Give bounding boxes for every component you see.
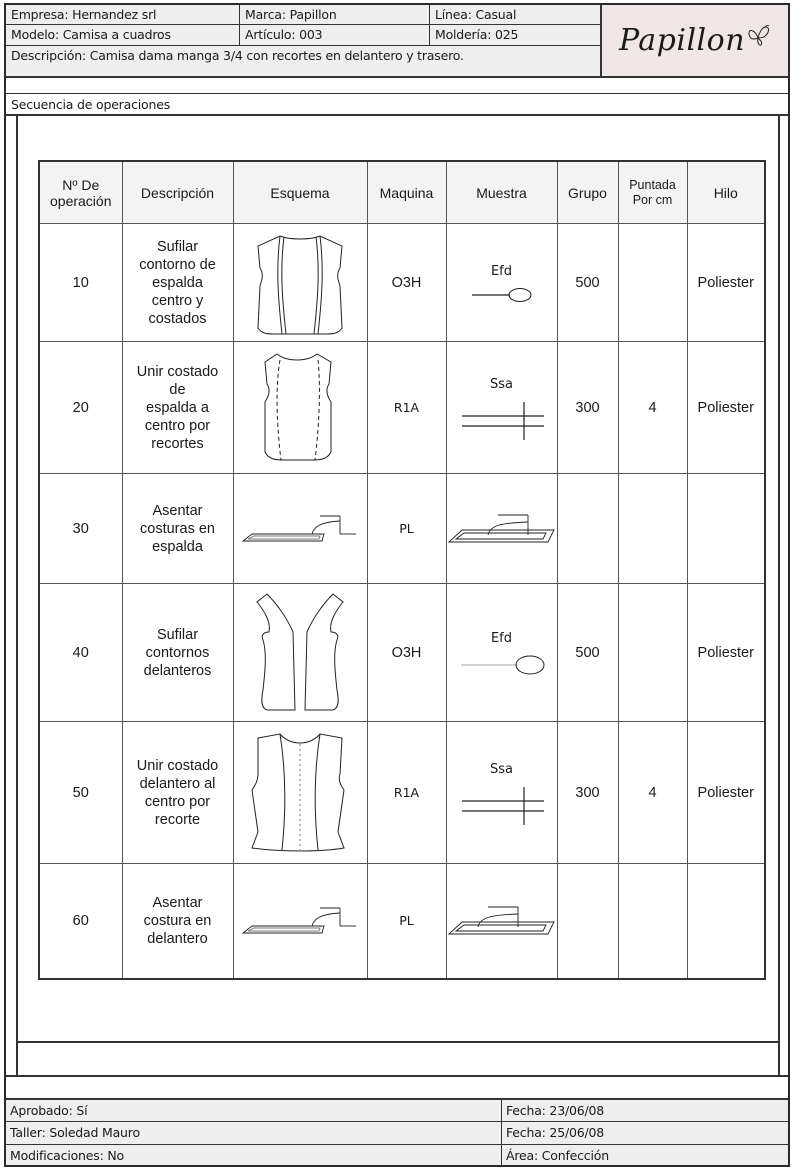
- op-number: 30: [39, 474, 122, 584]
- fecha-aprobacion-field: Fecha: 23/06/08: [502, 1100, 788, 1122]
- op-description: Asentar costuras en espalda: [122, 474, 233, 584]
- back-pieces-sketch-icon: [250, 228, 350, 338]
- op-sketch: [233, 722, 367, 864]
- col-header-muestra: Muestra: [446, 161, 557, 224]
- op-description: Sufilar contorno de espalda centro y costados: [122, 224, 233, 342]
- group-value: 300: [557, 722, 618, 864]
- front-pieces-sketch-icon: [255, 592, 345, 714]
- modificaciones-field: Modificaciones: No: [6, 1145, 502, 1165]
- thread-type: Poliester: [687, 342, 765, 474]
- group-value: 300: [557, 342, 618, 474]
- op-description: Unir costado delantero al centro por recorte: [122, 722, 233, 864]
- empresa-field: Empresa: Hernandez srl: [6, 5, 240, 25]
- machine-code: PL: [367, 864, 446, 979]
- machine-code: R1A: [367, 722, 446, 864]
- stitch-type-label: Ssa: [490, 761, 513, 777]
- taller-field: Taller: Soledad Mauro: [6, 1122, 502, 1145]
- molderia-field: Moldería: 025: [430, 25, 601, 46]
- seam-stitch-icon: [460, 785, 544, 825]
- stitches-per-cm: [618, 584, 687, 722]
- table-row: [39, 342, 765, 474]
- stitch-type-label: Efd: [490, 263, 513, 279]
- stitch-sample: [446, 864, 557, 979]
- modelo-field: Modelo: Camisa a cuadros: [6, 25, 240, 46]
- table-row: [39, 864, 765, 979]
- table-header-row: [39, 161, 765, 224]
- iron-icon: [242, 906, 358, 936]
- iron-icon: [242, 514, 358, 544]
- stitches-per-cm: 4: [618, 342, 687, 474]
- op-sketch: [233, 342, 367, 474]
- col-header-grupo: Grupo: [557, 161, 618, 224]
- stitches-per-cm: [618, 224, 687, 342]
- divider: [6, 114, 788, 116]
- thread-type: [687, 474, 765, 584]
- op-number: 10: [39, 224, 122, 342]
- op-description: Sufilar contornos delanteros: [122, 584, 233, 722]
- col-header-operacion: Nº De operación: [39, 161, 122, 224]
- group-value: 500: [557, 224, 618, 342]
- group-value: [557, 864, 618, 979]
- stitch-sample: [446, 474, 557, 584]
- logo-text: Papillon: [618, 23, 746, 58]
- col-header-maquina: Maquina: [367, 161, 446, 224]
- stitches-per-cm: [618, 864, 687, 979]
- linea-field: Línea: Casual: [430, 5, 601, 25]
- descripcion-field: Descripción: Camisa dama manga 3/4 con recortes en delantero y trasero.: [6, 46, 601, 78]
- op-sketch: [233, 864, 367, 979]
- iron-icon: [448, 513, 556, 545]
- op-description: Unir costado de espalda a centro por recortes: [122, 342, 233, 474]
- table-row: [39, 584, 765, 722]
- inner-frame-left: [16, 115, 18, 1076]
- operations-table: [38, 160, 766, 980]
- thread-type: [687, 864, 765, 979]
- marca-field: Marca: Papillon: [240, 5, 430, 25]
- op-number: 20: [39, 342, 122, 474]
- table-row: [39, 722, 765, 864]
- group-value: [557, 474, 618, 584]
- stitch-sample: [446, 342, 557, 474]
- overlock-stitch-icon: [470, 287, 534, 303]
- seam-stitch-icon: [460, 400, 544, 440]
- stitch-sample: [446, 224, 557, 342]
- butterfly-icon: [747, 25, 771, 47]
- op-sketch: [233, 474, 367, 584]
- group-value: 500: [557, 584, 618, 722]
- machine-code: PL: [367, 474, 446, 584]
- op-sketch: [233, 224, 367, 342]
- iron-icon: [448, 905, 556, 937]
- col-header-esquema: Esquema: [233, 161, 367, 224]
- area-field: Área: Confección: [502, 1145, 788, 1165]
- machine-code: R1A: [367, 342, 446, 474]
- col-header-hilo: Hilo: [687, 161, 765, 224]
- articulo-field: Artículo: 003: [240, 25, 430, 46]
- table-row: [39, 474, 765, 584]
- thread-type: Poliester: [687, 224, 765, 342]
- section-title: Secuencia de operaciones: [11, 97, 171, 112]
- divider: [6, 1075, 788, 1077]
- op-number: 50: [39, 722, 122, 864]
- op-number: 60: [39, 864, 122, 979]
- stitch-sample: [446, 584, 557, 722]
- thread-type: Poliester: [687, 722, 765, 864]
- machine-code: O3H: [367, 224, 446, 342]
- op-description: Asentar costura en delantero: [122, 864, 233, 979]
- front-joined-sketch-icon: [250, 732, 350, 854]
- inner-frame-right: [778, 115, 780, 1076]
- stitch-type-label: Efd: [490, 630, 513, 646]
- divider: [6, 93, 788, 94]
- brand-logo: [600, 5, 788, 78]
- overlock-stitch-icon: [459, 654, 545, 676]
- aprobado-field: Aprobado: Sí: [6, 1100, 502, 1122]
- fecha-taller-field: Fecha: 25/06/08: [502, 1122, 788, 1145]
- op-number: 40: [39, 584, 122, 722]
- stitches-per-cm: [618, 474, 687, 584]
- table-row: [39, 224, 765, 342]
- stitch-sample: [446, 722, 557, 864]
- divider: [17, 1041, 779, 1043]
- stitches-per-cm: 4: [618, 722, 687, 864]
- thread-type: Poliester: [687, 584, 765, 722]
- stitch-type-label: Ssa: [490, 376, 513, 392]
- back-joined-sketch-icon: [255, 348, 345, 468]
- machine-code: O3H: [367, 584, 446, 722]
- col-header-puntada: Puntada Por cm: [618, 161, 687, 224]
- col-header-descripcion: Descripción: [122, 161, 233, 224]
- op-sketch: [233, 584, 367, 722]
